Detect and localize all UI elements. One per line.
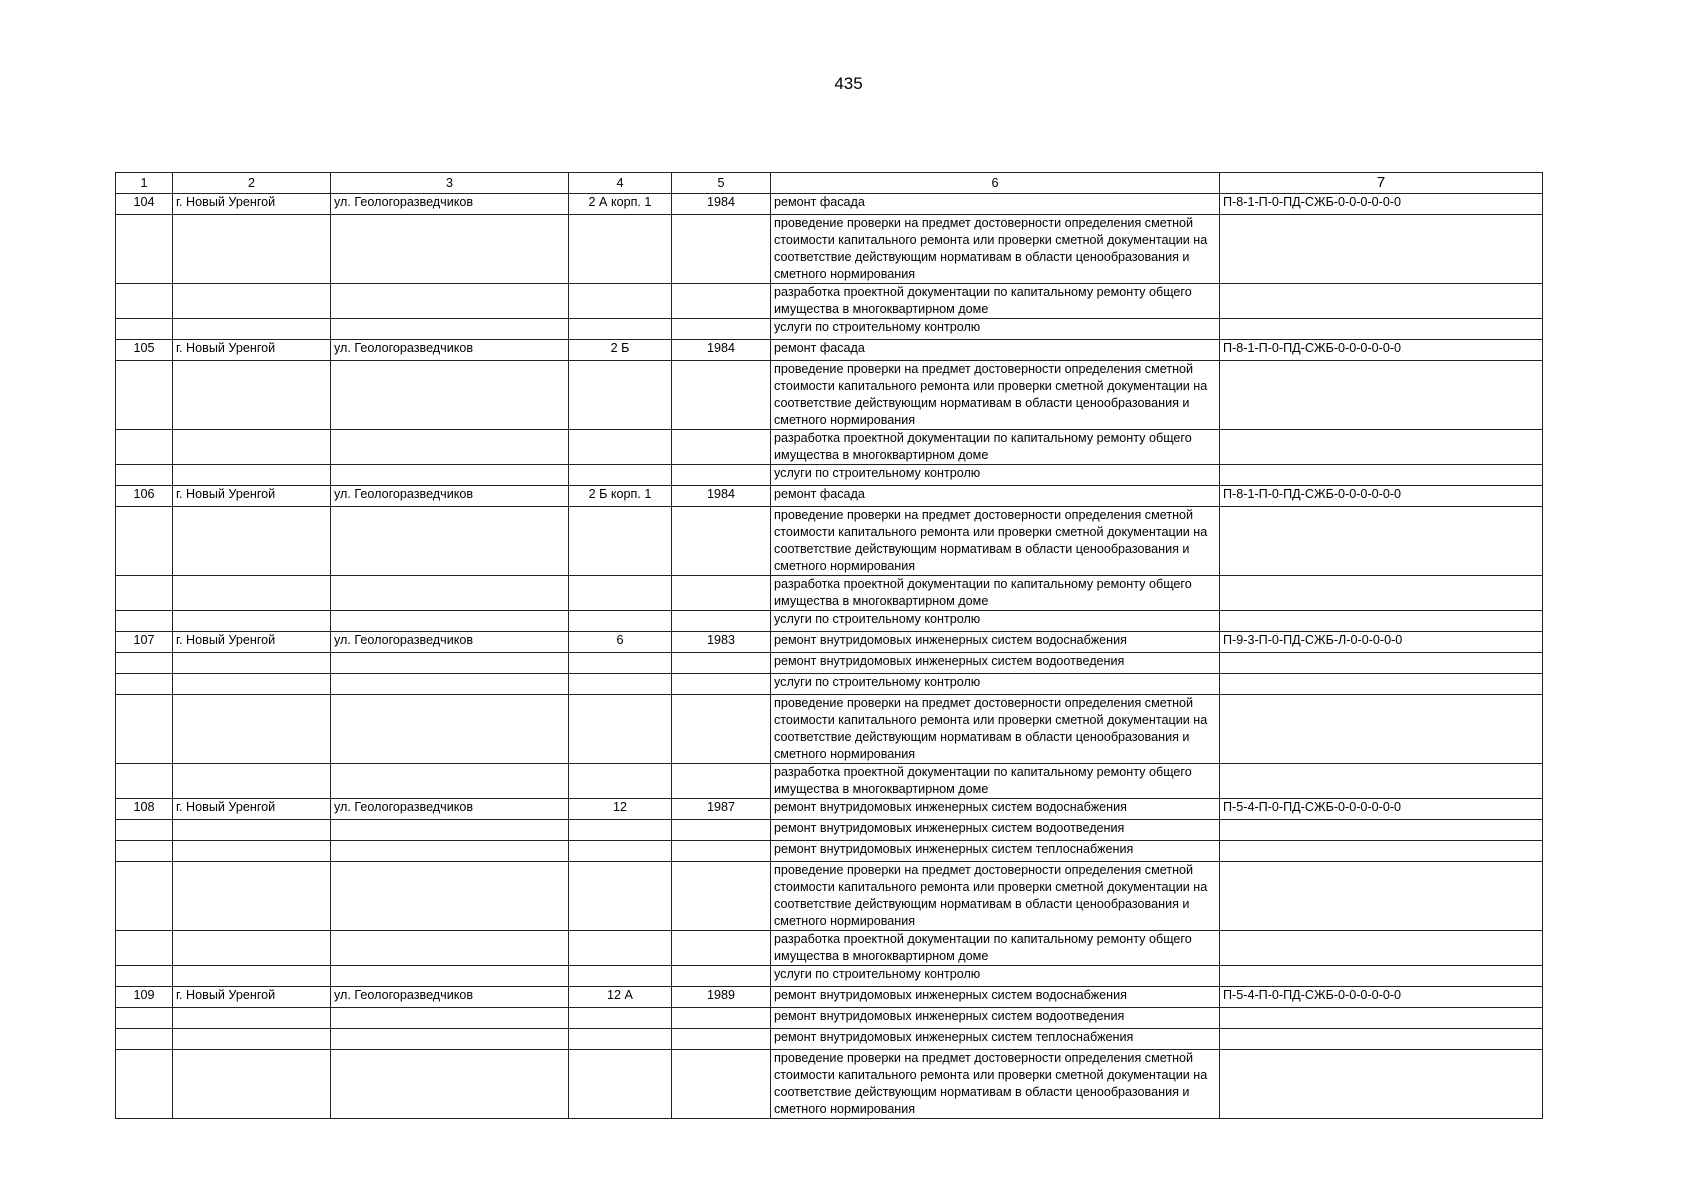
street-cell	[331, 862, 569, 931]
house-cell	[569, 653, 672, 674]
street-cell: ул. Геологоразведчиков	[331, 194, 569, 215]
city-cell	[173, 611, 331, 632]
street-cell	[331, 611, 569, 632]
year-cell	[672, 674, 771, 695]
house-cell: 2 Б	[569, 340, 672, 361]
year-cell	[672, 966, 771, 987]
code-cell	[1220, 841, 1543, 862]
work-description-cell: ремонт внутридомовых инженерных систем водоснабжения	[771, 799, 1220, 820]
code-cell	[1220, 695, 1543, 764]
street-cell	[331, 931, 569, 966]
code-cell	[1220, 966, 1543, 987]
code-cell: П-8-1-П-0-ПД-СЖБ-0-0-0-0-0-0	[1220, 340, 1543, 361]
city-cell	[173, 465, 331, 486]
code-cell: П-5-4-П-0-ПД-СЖБ-0-0-0-0-0-0	[1220, 987, 1543, 1008]
year-cell	[672, 430, 771, 465]
table-row	[116, 1050, 1543, 1119]
house-cell	[569, 862, 672, 931]
code-cell	[1220, 215, 1543, 284]
row-number	[116, 611, 173, 632]
code-cell	[1220, 820, 1543, 841]
work-description-cell: проведение проверки на предмет достоверности определения сметной стоимости капитального ремонта или проверки сметной документации на соответствие действующим нормативам в области ценообразования и сметного нормирования	[771, 507, 1220, 576]
row-number	[116, 284, 173, 319]
row-number: 105	[116, 340, 173, 361]
work-description-cell: ремонт внутридомовых инженерных систем теплоснабжения	[771, 1029, 1220, 1050]
row-number	[116, 576, 173, 611]
row-number	[116, 931, 173, 966]
table-row	[116, 1029, 1543, 1050]
table-header	[116, 173, 1543, 194]
work-description-cell: ремонт фасада	[771, 194, 1220, 215]
page-number: 435	[834, 74, 863, 93]
year-cell	[672, 284, 771, 319]
house-cell	[569, 319, 672, 340]
city-cell	[173, 284, 331, 319]
row-number	[116, 820, 173, 841]
city-cell: г. Новый Уренгой	[173, 632, 331, 653]
house-cell	[569, 215, 672, 284]
city-cell	[173, 695, 331, 764]
table-row	[116, 820, 1543, 841]
street-cell	[331, 1029, 569, 1050]
table-row	[116, 862, 1543, 931]
row-number	[116, 695, 173, 764]
row-number	[116, 966, 173, 987]
code-cell	[1220, 674, 1543, 695]
year-cell	[672, 1008, 771, 1029]
code-cell	[1220, 284, 1543, 319]
table-row	[116, 841, 1543, 862]
code-cell	[1220, 931, 1543, 966]
table-row	[116, 653, 1543, 674]
code-cell	[1220, 1008, 1543, 1029]
table-row	[116, 430, 1543, 465]
work-description-cell: разработка проектной документации по капитальному ремонту общего имущества в многоквартирном доме	[771, 284, 1220, 319]
code-cell	[1220, 507, 1543, 576]
city-cell	[173, 653, 331, 674]
work-description-cell: проведение проверки на предмет достоверности определения сметной стоимости капитального ремонта или проверки сметной документации на соответствие действующим нормативам в области ценообразования и сметного нормирования	[771, 215, 1220, 284]
street-cell: ул. Геологоразведчиков	[331, 340, 569, 361]
street-cell	[331, 966, 569, 987]
row-number	[116, 653, 173, 674]
row-number	[116, 430, 173, 465]
city-cell	[173, 862, 331, 931]
table-row	[116, 764, 1543, 799]
work-description-cell: услуги по строительному контролю	[771, 611, 1220, 632]
house-cell	[569, 284, 672, 319]
city-cell	[173, 841, 331, 862]
code-cell	[1220, 430, 1543, 465]
table-row	[116, 611, 1543, 632]
city-cell	[173, 430, 331, 465]
row-number	[116, 764, 173, 799]
house-cell	[569, 1029, 672, 1050]
street-cell	[331, 764, 569, 799]
house-cell	[569, 611, 672, 632]
table-row	[116, 1008, 1543, 1029]
work-description-cell: разработка проектной документации по капитальному ремонту общего имущества в многоквартирном доме	[771, 430, 1220, 465]
year-cell	[672, 611, 771, 632]
city-cell: г. Новый Уренгой	[173, 194, 331, 215]
row-number: 104	[116, 194, 173, 215]
house-cell	[569, 1008, 672, 1029]
table-row	[116, 361, 1543, 430]
house-cell	[569, 966, 672, 987]
house-cell	[569, 695, 672, 764]
year-cell	[672, 507, 771, 576]
house-cell	[569, 820, 672, 841]
year-cell	[672, 764, 771, 799]
code-cell	[1220, 319, 1543, 340]
year-cell	[672, 1050, 771, 1119]
year-cell	[672, 1029, 771, 1050]
table-row	[116, 465, 1543, 486]
street-cell	[331, 576, 569, 611]
table-row	[116, 674, 1543, 695]
row-number	[116, 319, 173, 340]
street-cell	[331, 465, 569, 486]
capital-repair-table	[115, 172, 1543, 1119]
work-description-cell: ремонт фасада	[771, 486, 1220, 507]
table-row	[116, 987, 1543, 1008]
work-description-cell: ремонт внутридомовых инженерных систем теплоснабжения	[771, 841, 1220, 862]
code-cell	[1220, 1050, 1543, 1119]
table-row	[116, 319, 1543, 340]
table-row	[116, 486, 1543, 507]
table-row	[116, 576, 1543, 611]
year-cell	[672, 465, 771, 486]
house-cell	[569, 465, 672, 486]
city-cell	[173, 764, 331, 799]
code-cell	[1220, 764, 1543, 799]
street-cell: ул. Геологоразведчиков	[331, 632, 569, 653]
street-cell: ул. Геологоразведчиков	[331, 486, 569, 507]
house-cell	[569, 1050, 672, 1119]
column-number: 3	[331, 173, 569, 194]
code-cell	[1220, 611, 1543, 632]
work-description-cell: услуги по строительному контролю	[771, 465, 1220, 486]
code-cell	[1220, 862, 1543, 931]
work-description-cell: проведение проверки на предмет достоверности определения сметной стоимости капитального ремонта или проверки сметной документации на соответствие действующим нормативам в области ценообразования и сметного нормирования	[771, 862, 1220, 931]
table-row	[116, 215, 1543, 284]
work-description-cell: разработка проектной документации по капитальному ремонту общего имущества в многоквартирном доме	[771, 931, 1220, 966]
street-cell	[331, 284, 569, 319]
work-description-cell: услуги по строительному контролю	[771, 674, 1220, 695]
row-number: 106	[116, 486, 173, 507]
street-cell	[331, 674, 569, 695]
street-cell	[331, 430, 569, 465]
city-cell	[173, 507, 331, 576]
city-cell	[173, 576, 331, 611]
row-number	[116, 1050, 173, 1119]
year-cell	[672, 931, 771, 966]
work-description-cell: услуги по строительному контролю	[771, 966, 1220, 987]
street-cell	[331, 841, 569, 862]
year-cell: 1989	[672, 987, 771, 1008]
year-cell: 1984	[672, 194, 771, 215]
work-description-cell: проведение проверки на предмет достоверности определения сметной стоимости капитального ремонта или проверки сметной документации на соответствие действующим нормативам в области ценообразования и сметного нормирования	[771, 1050, 1220, 1119]
work-description-cell: проведение проверки на предмет достоверности определения сметной стоимости капитального ремонта или проверки сметной документации на соответствие действующим нормативам в области ценообразования и сметного нормирования	[771, 695, 1220, 764]
row-number	[116, 862, 173, 931]
city-cell: г. Новый Уренгой	[173, 340, 331, 361]
year-cell	[672, 862, 771, 931]
year-cell: 1983	[672, 632, 771, 653]
row-number	[116, 1008, 173, 1029]
table-row	[116, 799, 1543, 820]
column-number: 7	[1220, 173, 1543, 194]
column-number: 2	[173, 173, 331, 194]
work-description-cell: разработка проектной документации по капитальному ремонту общего имущества в многоквартирном доме	[771, 764, 1220, 799]
street-cell	[331, 1050, 569, 1119]
column-number: 6	[771, 173, 1220, 194]
house-cell	[569, 361, 672, 430]
work-description-cell: услуги по строительному контролю	[771, 319, 1220, 340]
row-number	[116, 507, 173, 576]
row-number	[116, 215, 173, 284]
year-cell	[672, 319, 771, 340]
street-cell	[331, 695, 569, 764]
street-cell	[331, 507, 569, 576]
house-cell	[569, 507, 672, 576]
street-cell	[331, 820, 569, 841]
house-cell	[569, 931, 672, 966]
house-cell	[569, 764, 672, 799]
year-cell: 1984	[672, 340, 771, 361]
row-number	[116, 1029, 173, 1050]
street-cell: ул. Геологоразведчиков	[331, 799, 569, 820]
work-description-cell: разработка проектной документации по капитальному ремонту общего имущества в многоквартирном доме	[771, 576, 1220, 611]
work-description-cell: ремонт внутридомовых инженерных систем водоснабжения	[771, 987, 1220, 1008]
city-cell	[173, 361, 331, 430]
work-description-cell: ремонт внутридомовых инженерных систем водоотведения	[771, 653, 1220, 674]
year-cell	[672, 653, 771, 674]
table-row	[116, 340, 1543, 361]
column-number: 4	[569, 173, 672, 194]
city-cell	[173, 1008, 331, 1029]
table-row	[116, 194, 1543, 215]
city-cell	[173, 1050, 331, 1119]
house-cell	[569, 576, 672, 611]
year-cell	[672, 215, 771, 284]
work-description-cell: ремонт внутридомовых инженерных систем водоотведения	[771, 820, 1220, 841]
street-cell	[331, 361, 569, 430]
city-cell	[173, 820, 331, 841]
street-cell	[331, 653, 569, 674]
house-cell: 12	[569, 799, 672, 820]
work-description-cell: проведение проверки на предмет достоверности определения сметной стоимости капитального ремонта или проверки сметной документации на соответствие действующим нормативам в области ценообразования и сметного нормирования	[771, 361, 1220, 430]
code-cell	[1220, 465, 1543, 486]
column-number: 5	[672, 173, 771, 194]
table-row	[116, 632, 1543, 653]
house-cell: 2 А корп. 1	[569, 194, 672, 215]
code-cell: П-8-1-П-0-ПД-СЖБ-0-0-0-0-0-0	[1220, 486, 1543, 507]
year-cell: 1984	[672, 486, 771, 507]
house-cell	[569, 841, 672, 862]
row-number: 108	[116, 799, 173, 820]
year-cell: 1987	[672, 799, 771, 820]
code-cell	[1220, 653, 1543, 674]
city-cell: г. Новый Уренгой	[173, 799, 331, 820]
table-body	[116, 194, 1543, 1119]
row-number	[116, 841, 173, 862]
year-cell	[672, 820, 771, 841]
code-cell	[1220, 1029, 1543, 1050]
code-cell	[1220, 576, 1543, 611]
street-cell: ул. Геологоразведчиков	[331, 987, 569, 1008]
row-number	[116, 465, 173, 486]
city-cell: г. Новый Уренгой	[173, 987, 331, 1008]
row-number	[116, 674, 173, 695]
work-description-cell: ремонт внутридомовых инженерных систем водоснабжения	[771, 632, 1220, 653]
work-description-cell: ремонт внутридомовых инженерных систем водоотведения	[771, 1008, 1220, 1029]
code-cell: П-5-4-П-0-ПД-СЖБ-0-0-0-0-0-0	[1220, 799, 1543, 820]
year-cell	[672, 695, 771, 764]
code-cell: П-9-3-П-0-ПД-СЖБ-Л-0-0-0-0-0	[1220, 632, 1543, 653]
table-row	[116, 966, 1543, 987]
city-cell	[173, 966, 331, 987]
table-row	[116, 507, 1543, 576]
city-cell	[173, 1029, 331, 1050]
street-cell	[331, 215, 569, 284]
row-number: 109	[116, 987, 173, 1008]
table-row	[116, 284, 1543, 319]
column-number: 1	[116, 173, 173, 194]
year-cell	[672, 576, 771, 611]
code-cell: П-8-1-П-0-ПД-СЖБ-0-0-0-0-0-0	[1220, 194, 1543, 215]
street-cell	[331, 319, 569, 340]
work-description-cell: ремонт фасада	[771, 340, 1220, 361]
city-cell	[173, 931, 331, 966]
column-number-row	[116, 173, 1543, 194]
year-cell	[672, 841, 771, 862]
street-cell	[331, 1008, 569, 1029]
house-cell: 12 А	[569, 987, 672, 1008]
table-row	[116, 695, 1543, 764]
city-cell: г. Новый Уренгой	[173, 486, 331, 507]
table-row	[116, 931, 1543, 966]
row-number	[116, 361, 173, 430]
house-cell	[569, 430, 672, 465]
city-cell	[173, 319, 331, 340]
house-cell	[569, 674, 672, 695]
row-number: 107	[116, 632, 173, 653]
code-cell	[1220, 361, 1543, 430]
house-cell: 6	[569, 632, 672, 653]
year-cell	[672, 361, 771, 430]
city-cell	[173, 674, 331, 695]
city-cell	[173, 215, 331, 284]
house-cell: 2 Б корп. 1	[569, 486, 672, 507]
